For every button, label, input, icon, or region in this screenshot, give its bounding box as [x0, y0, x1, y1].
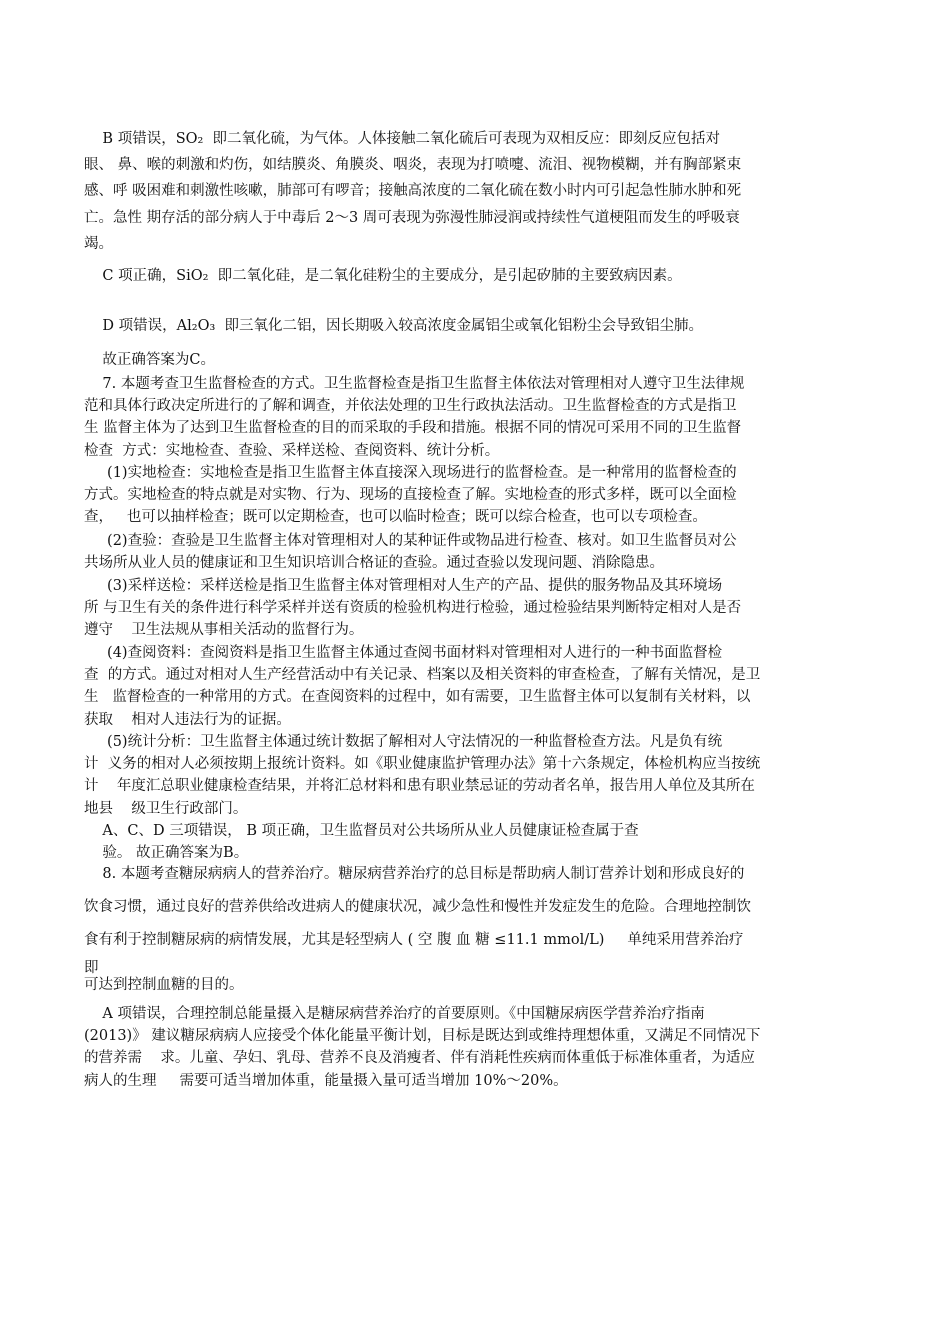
text-line: 计 义务的相对人必须按期上报统计资料。如《职业健康监护管理办法》第十六条规定，体检机构应当按统 — [84, 756, 761, 773]
text-line: 查 的方式。通过对相对人生产经营活动中有关记录、档案以及相关资料的审查检查，了解有关情况，是卫 — [84, 667, 761, 684]
text-line: (2)查验：查验是卫生监督主体对管理相对人的某种证件或物品进行检查、核对。如卫生监督员对公 — [84, 533, 737, 549]
text-line: 饮食习惯，通过良好的营养供给改进病人的健康状况，减少急性和慢性并发症发生的危险。合理地控制饮 — [84, 899, 751, 915]
text-line: (5)统计分析：卫生监督主体通过统计数据了解相对人守法情况的一种监督检查方法。凡是负有统 — [84, 734, 723, 750]
text-line: (2013)》 建议糖尿病病人应接受个体化能量平衡计划，目标是既达到或维持理想体重，又满足不同情况下 — [84, 1028, 761, 1045]
text-line: (4)查阅资料：查阅资料是指卫生监督主体通过查阅书面材料对管理相对人进行的一种书面监督检 — [84, 645, 723, 661]
text-line: 病人的生理 需要可适当增加体重，能量摄入量可适当增加 10%～20%。 — [84, 1072, 568, 1089]
text-line: 验。 故正确答案为B。 — [84, 845, 249, 862]
text-line: 范和具体行政决定所进行的了解和调查，并依法处理的卫生行政执法活动。卫生监督检查的方式是指卫 — [84, 398, 737, 415]
text-line: B 项错误，SO₂ 即二氧化硫，为气体。人体接触二氧化硫后可表现为双相反应：即刻反应包括对 — [84, 131, 721, 147]
paragraph-q8-intro — [84, 858, 874, 979]
text-line: (3)采样送检：采样送检是指卫生监督主体对管理相对人生产的产品、提供的服务物品及其环境场 — [84, 578, 723, 594]
text-line: C 项正确，SiO₂ 即二氧化硅，是二氧化硅粉尘的主要成分，是引起矽肺的主要致病因素。 — [84, 268, 682, 284]
text-line: 感、呼 吸困难和刺激性咳嗽，肺部可有啰音；接触高浓度的二氧化硫在数小时内可引起急性肺水肿和死 — [84, 183, 742, 200]
paragraph-q7-2 — [84, 530, 874, 574]
text-line: 眼、 鼻、喉的刺激和灼伤，如结膜炎、角膜炎、咽炎，表现为打喷嚏、流泪、视物模糊，并有胸部紧束 — [84, 157, 742, 174]
text-line: 遵守 卫生法规从事相关活动的监督行为。 — [84, 622, 364, 639]
text-line: 获取 相对人违法行为的证据。 — [84, 711, 291, 728]
paragraph-q8-a — [84, 1003, 874, 1092]
paragraph-q7-3 — [84, 575, 874, 642]
paragraph-q7-intro — [84, 373, 874, 462]
paragraph-q7-4 — [84, 642, 874, 731]
paragraph-b-wrong — [84, 128, 874, 255]
text-line: 生 监督检查的一种常用的方式。在查阅资料的过程中，如有需要，卫生监督主体可以复制有关材料，以 — [84, 689, 751, 706]
text-line: 竭。 — [84, 235, 113, 252]
text-line: (1)实地检查：实地检查是指卫生监督主体直接深入现场进行的监督检查。是一种常用的监督检查的 — [84, 465, 737, 481]
text-line: A 项错误，合理控制总能量摄入是糖尿病营养治疗的首要原则。《中国糖尿病医学营养治疗指南 — [84, 1006, 705, 1022]
paragraph-q8-tail — [84, 974, 874, 996]
text-line: 可达到控制血糖的目的。 — [84, 977, 244, 993]
paragraph-answer-c — [84, 349, 874, 371]
text-line: 共场所从业人员的健康证和卫生知识培训合格证的查验。通过查验以发现问题、消除隐患。 — [84, 555, 664, 572]
text-line: 7. 本题考查卫生监督检查的方式。卫生监督检查是指卫生监督主体依法对管理相对人遵守卫生法律规 — [84, 376, 745, 392]
text-line: 的营养需 求。儿童、孕妇、乳母、营养不良及消瘦者、伴有消耗性疾病而体重低于标准体重者，为适应 — [84, 1050, 755, 1067]
text-line: 生 监督主体为了达到卫生监督检查的目的而采取的手段和措施。根据不同的情况可采用不同的卫生监督 — [84, 420, 742, 437]
text-line: 查， 也可以抽样检查；既可以定期检查，也可以临时检查；既可以综合检查，也可以专项检查。 — [84, 509, 707, 526]
text-line: A、C、D 三项错误， B 项正确，卫生监督员对公共场所从业人员健康证检查属于查 — [84, 823, 639, 839]
text-line: 8. 本题考查糖尿病病人的营养治疗。糖尿病营养治疗的总目标是帮助病人制订营养计划和形成良好的 — [84, 866, 745, 882]
text-line: 方式。实地检查的特点就是对实物、行为、现场的直接检查了解。实地检查的形式多样，既可以全面检 — [84, 487, 737, 504]
paragraph-q7-1 — [84, 462, 874, 529]
text-line: 地县 级卫生行政部门。 — [84, 800, 248, 817]
text-line: 所 与卫生有关的条件进行科学采样并送有资质的检验机构进行检验，通过检验结果判断特定相对人是否 — [84, 600, 742, 617]
text-line: 故正确答案为C。 — [84, 352, 216, 368]
paragraph-c-right — [84, 265, 874, 287]
paragraph-q7-5 — [84, 731, 874, 820]
paragraph-d-wrong — [84, 315, 874, 337]
text-line: 检查 方式：实地检查、查验、采样送检、查阅资料、统计分析。 — [84, 442, 500, 459]
text-line: 亡。急性 期存活的部分病人于中毒后 2～3 周可表现为弥漫性肺浸润或持续性气道梗阻而发生的呼吸衰 — [84, 209, 740, 226]
text-line: 即 — [84, 960, 99, 976]
text-line: 食有利于控制糖尿病的病情发展，尤其是轻型病人 ( 空 腹 血 糖 ≤11.1 mmol/L) 单纯采用营养治疗 — [84, 932, 744, 948]
text-line: 计 年度汇总职业健康检查结果，并将汇总材料和患有职业禁忌证的劳动者名单，报告用人单位及其所在 — [84, 778, 755, 795]
text-line: D 项错误，Al₂O₃ 即三氧化二铝，因长期吸入较高浓度金属铝尘或氧化铝粉尘会导致铝尘肺。 — [84, 318, 704, 334]
